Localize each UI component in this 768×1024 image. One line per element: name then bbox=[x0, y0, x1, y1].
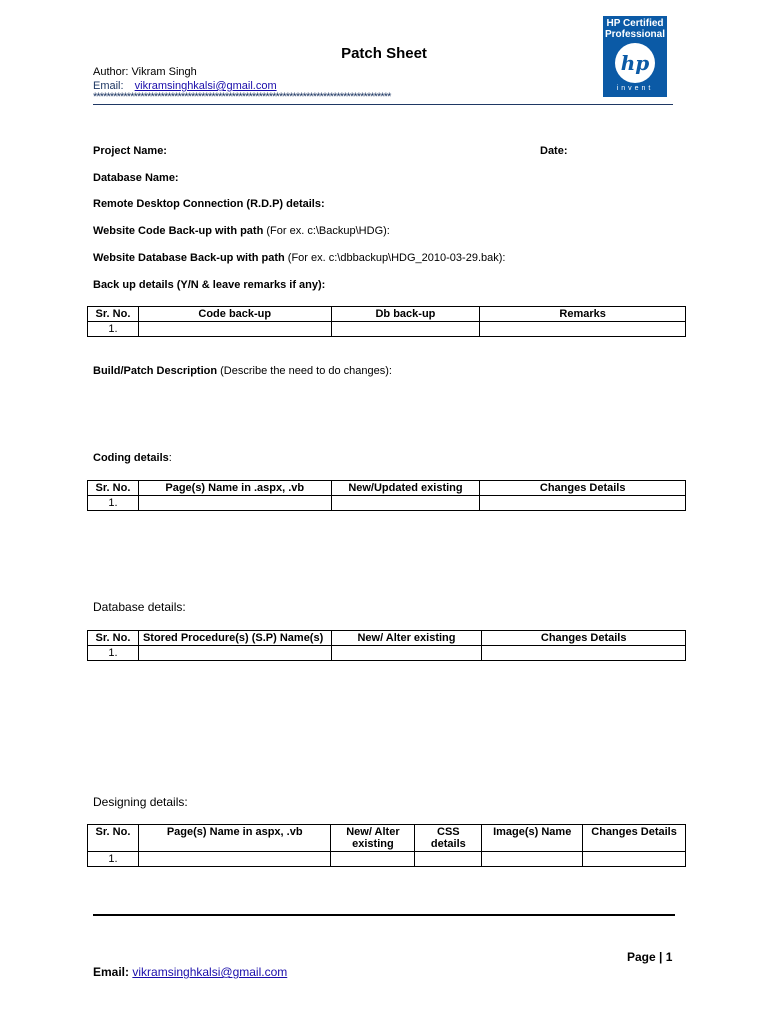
table-header-cell: Sr. No. bbox=[88, 481, 139, 496]
table-header-cell: Code back-up bbox=[138, 307, 331, 322]
table-row bbox=[88, 496, 686, 511]
database-table bbox=[87, 630, 686, 661]
footer-email-label: Email: bbox=[93, 965, 133, 979]
table-cell[interactable] bbox=[331, 496, 480, 511]
coding-details-label: Coding details bbox=[93, 452, 169, 464]
table-header-row bbox=[88, 825, 686, 852]
row-number-cell: 1. bbox=[88, 322, 139, 337]
backup-details-label: Back up details (Y/N & leave remarks if any): bbox=[93, 279, 326, 291]
footer-email-link[interactable]: vikramsinghkalsi@gmail.com bbox=[132, 965, 288, 979]
coding-details-colon: : bbox=[168, 452, 172, 464]
database-details-label: Database details: bbox=[93, 600, 186, 614]
table-header-cell: New/ Alter existing bbox=[331, 631, 482, 646]
build-patch-hint: (Describe the need to do changes): bbox=[217, 365, 392, 377]
table-header-cell: Changes Details bbox=[583, 825, 686, 852]
table-cell[interactable] bbox=[480, 322, 686, 337]
code-backup-hint: (For ex. c:\Backup\HDG): bbox=[263, 225, 390, 237]
table-row bbox=[88, 852, 686, 867]
logo-tagline: invent bbox=[616, 85, 654, 92]
table-header-cell: Stored Procedure(s) (S.P) Name(s) bbox=[138, 631, 331, 646]
header-email-link[interactable]: vikramsinghkalsi@gmail.com bbox=[134, 80, 277, 92]
row-number-cell: 1. bbox=[88, 852, 139, 867]
table-cell[interactable] bbox=[138, 496, 331, 511]
date-label: Date: bbox=[540, 145, 568, 157]
designing-table bbox=[87, 824, 686, 867]
star-divider: **************************************************************************************** bbox=[93, 91, 391, 103]
table-cell[interactable] bbox=[331, 852, 415, 867]
coding-table bbox=[87, 480, 686, 511]
row-number-cell: 1. bbox=[88, 496, 139, 511]
table-header-cell: Image(s) Name bbox=[482, 825, 583, 852]
table-cell[interactable] bbox=[331, 322, 480, 337]
header-divider-line bbox=[93, 104, 673, 105]
table-cell[interactable] bbox=[482, 852, 583, 867]
table-cell[interactable] bbox=[138, 322, 331, 337]
backup-table bbox=[87, 306, 686, 337]
db-backup-label: Website Database Back-up with path bbox=[93, 252, 285, 264]
rdp-details-label: Remote Desktop Connection (R.D.P) details: bbox=[93, 198, 325, 210]
table-header-cell: Remarks bbox=[480, 307, 686, 322]
table-header-row bbox=[88, 631, 686, 646]
logo-line-2: Professional bbox=[604, 29, 666, 40]
footer-email-line bbox=[93, 965, 287, 979]
designing-details-label: Designing details: bbox=[93, 795, 188, 809]
table-header-row bbox=[88, 307, 686, 322]
table-cell[interactable] bbox=[138, 646, 331, 661]
table-cell[interactable] bbox=[331, 646, 482, 661]
table-header-cell: Sr. No. bbox=[88, 825, 139, 852]
author-line: Author: Vikram Singh bbox=[93, 66, 197, 78]
table-row bbox=[88, 322, 686, 337]
hp-certified-logo bbox=[603, 16, 667, 97]
db-backup-field bbox=[93, 252, 505, 264]
table-row bbox=[88, 646, 686, 661]
page-title: Patch Sheet bbox=[341, 45, 427, 62]
code-backup-field bbox=[93, 225, 390, 237]
table-header-cell: New/ Alter existing bbox=[331, 825, 415, 852]
coding-details-field bbox=[93, 452, 172, 464]
project-name-label: Project Name: bbox=[93, 145, 167, 157]
code-backup-label: Website Code Back-up with path bbox=[93, 225, 264, 237]
table-header-cell: Changes Details bbox=[480, 481, 686, 496]
build-patch-field bbox=[93, 365, 392, 377]
database-name-label: Database Name: bbox=[93, 172, 179, 184]
table-header-cell: Page(s) Name in .aspx, .vb bbox=[138, 481, 331, 496]
row-number-cell: 1. bbox=[88, 646, 139, 661]
db-backup-hint: (For ex. c:\dbbackup\HDG_2010-03-29.bak): bbox=[284, 252, 506, 264]
header-email-label: Email: bbox=[93, 80, 124, 92]
table-cell[interactable] bbox=[138, 852, 331, 867]
table-header-cell: Db back-up bbox=[331, 307, 480, 322]
table-cell[interactable] bbox=[480, 496, 686, 511]
page-number: Page | 1 bbox=[627, 950, 673, 964]
table-cell[interactable] bbox=[583, 852, 686, 867]
footer-divider bbox=[93, 914, 675, 916]
table-header-cell: Sr. No. bbox=[88, 307, 139, 322]
logo-line-1: HP Certified bbox=[606, 18, 664, 29]
table-header-cell: Sr. No. bbox=[88, 631, 139, 646]
table-header-row bbox=[88, 481, 686, 496]
table-header-cell: Changes Details bbox=[482, 631, 686, 646]
table-cell[interactable] bbox=[482, 646, 686, 661]
table-cell[interactable] bbox=[415, 852, 482, 867]
table-header-cell: CSS details bbox=[415, 825, 482, 852]
table-header-cell: New/Updated existing bbox=[331, 481, 480, 496]
build-patch-label: Build/Patch Description bbox=[93, 365, 218, 377]
table-header-cell: Page(s) Name in aspx, .vb bbox=[138, 825, 331, 852]
hp-logo-icon: hp bbox=[615, 43, 655, 83]
